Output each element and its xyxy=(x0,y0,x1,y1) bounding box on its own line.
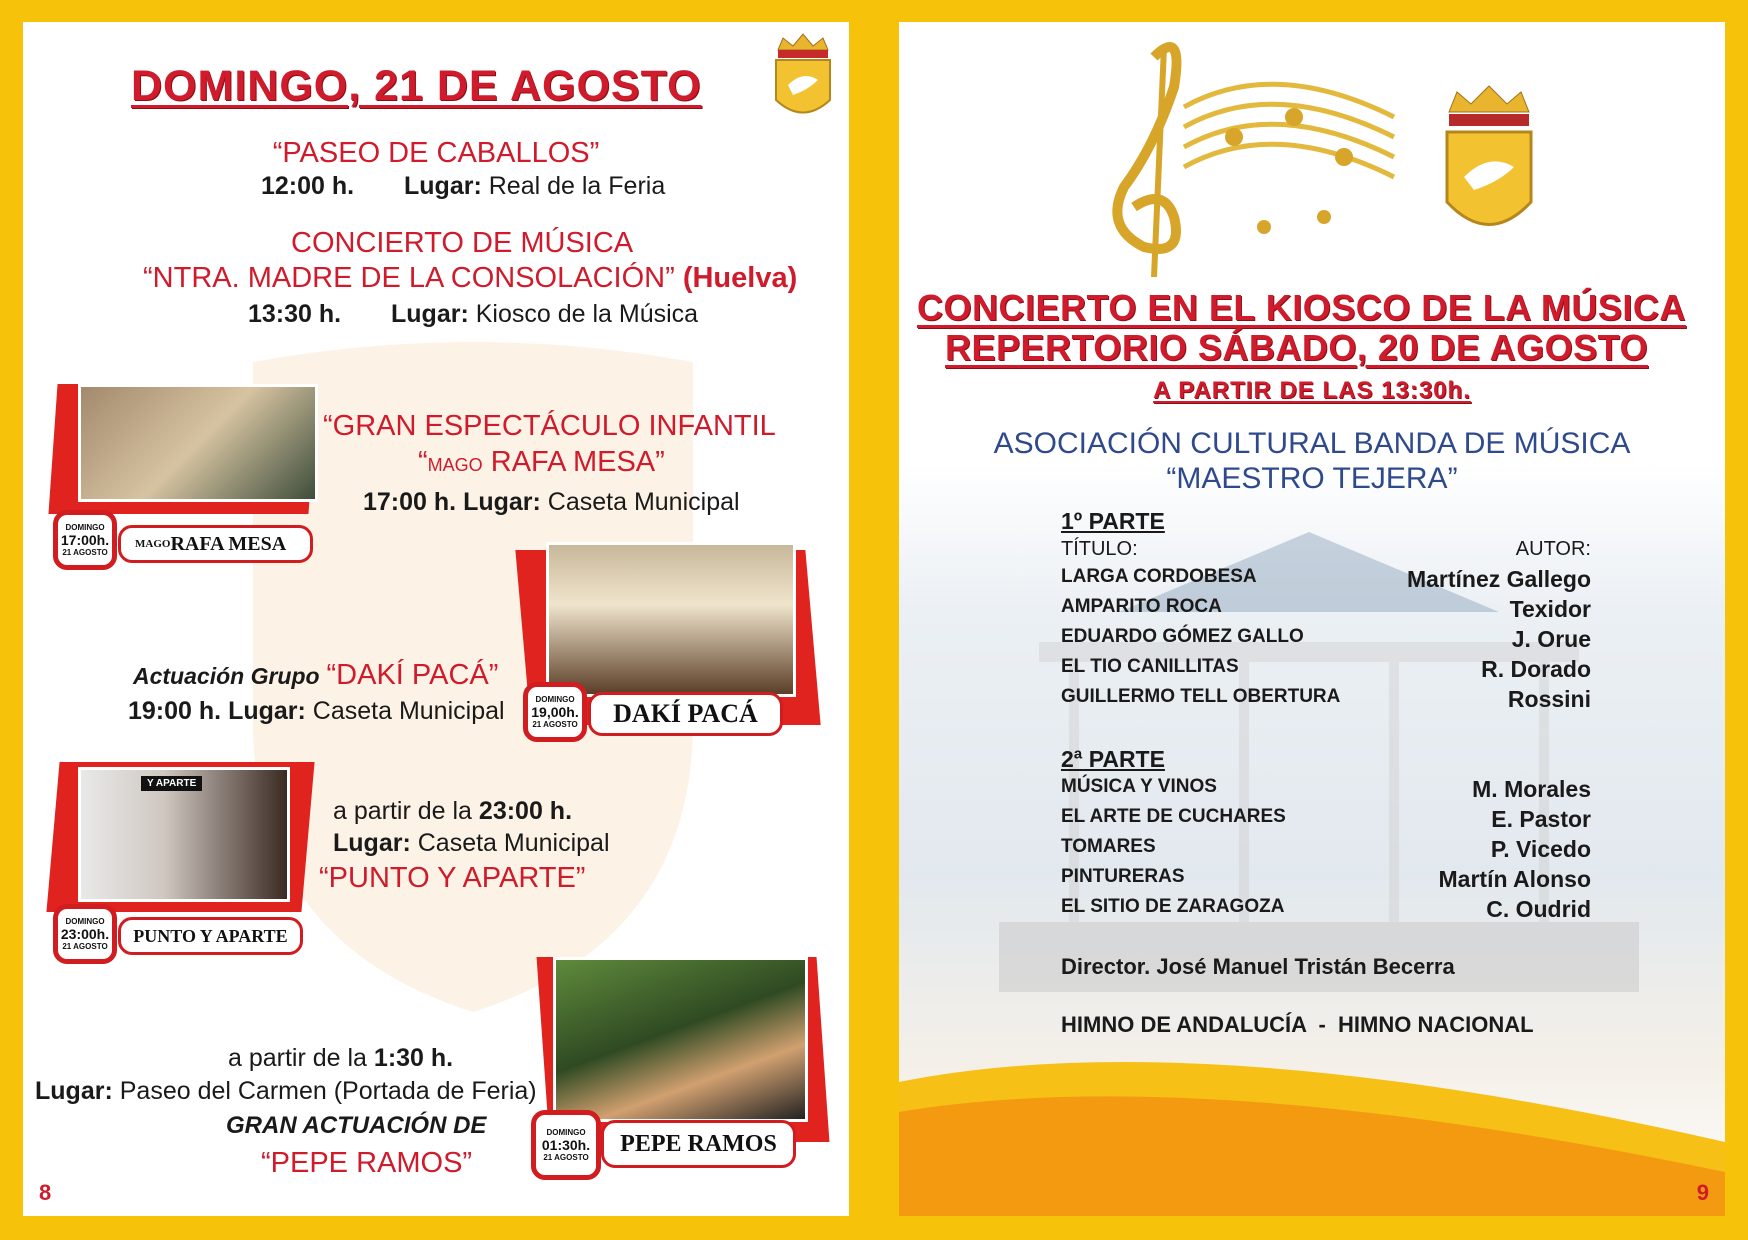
event-1-details xyxy=(261,172,665,201)
page-number: 9 xyxy=(1696,1180,1709,1205)
event-5-time-line xyxy=(333,797,572,826)
event-5-place-line xyxy=(333,829,610,858)
left-page xyxy=(23,22,849,1216)
event-4-time: 19:00 h. xyxy=(128,697,222,725)
event-2-title-suffix: (Huelva) xyxy=(682,262,798,294)
column-author-label: AUTOR: xyxy=(1515,538,1591,560)
page-title-line1: CONCIERTO EN EL KIOSCO DE LA MÚSICA xyxy=(917,287,1686,328)
start-time-subtitle: A PARTIR DE LAS 13:30h. xyxy=(1153,377,1471,404)
badge-1-time: 17:00h. xyxy=(60,532,110,548)
repertoire-row xyxy=(1061,626,1591,653)
piece-title: EL ARTE DE CUCHARES xyxy=(1061,806,1286,827)
event-6-place-label: Lugar: xyxy=(35,1077,113,1105)
event-5-time: 23:00 h. xyxy=(478,797,573,825)
event-4-name-tag: DAKÍ PACÁ xyxy=(588,692,783,736)
piece-title: PINTURERAS xyxy=(1061,866,1185,887)
music-notes-icon xyxy=(1094,27,1404,287)
repertoire-row xyxy=(1061,596,1591,623)
event-5-photo xyxy=(78,767,290,902)
event-4-photo xyxy=(546,542,796,697)
event-6-photo xyxy=(553,957,808,1122)
badge-1-name: RAFA MESA xyxy=(170,532,287,555)
repertoire-row xyxy=(1061,656,1591,683)
piece-title: LARGA CORDOBESA xyxy=(1061,566,1257,587)
piece-author: C. Oudrid xyxy=(1486,896,1591,922)
event-3-details xyxy=(363,488,740,517)
event-4-place-label: Lugar: xyxy=(228,697,306,725)
badge-4-date: 21 AGOSTO xyxy=(543,1153,589,1162)
column-title-label: TÍTULO: xyxy=(1061,538,1138,560)
badge-2-date: 21 AGOSTO xyxy=(532,720,578,729)
part-1-heading: 1º PARTE xyxy=(1061,508,1165,534)
piece-author: Texidor xyxy=(1509,596,1591,622)
event-1-place: Real de la Feria xyxy=(488,172,666,200)
event-3-time: 17:00 h. xyxy=(363,488,457,516)
event-6-name-tag: PEPE RAMOS xyxy=(601,1120,796,1168)
piece-title: TOMARES xyxy=(1061,836,1156,857)
event-1-time: 12:00 h. xyxy=(261,172,355,200)
badge-4-day: DOMINGO xyxy=(546,1128,586,1137)
event-6-time-line xyxy=(228,1044,453,1073)
event-3-date-badge xyxy=(53,510,117,570)
event-2-details xyxy=(248,300,698,329)
page-number: 8 xyxy=(39,1180,52,1205)
event-3-photo xyxy=(78,384,318,502)
badge-1-day: DOMINGO xyxy=(65,523,105,532)
event-4-title-name: “DAKÍ PACÁ” xyxy=(326,659,499,691)
event-5-place: Caseta Municipal xyxy=(417,829,610,857)
event-2-time: 13:30 h. xyxy=(248,300,342,328)
repertoire-row xyxy=(1061,836,1591,863)
event-6-time-prefix: a partir de la xyxy=(228,1044,367,1072)
badge-1-small: MAGO xyxy=(135,538,171,550)
event-2-title-line1: CONCIERTO DE MÚSICA xyxy=(291,227,634,259)
badge-3-date: 21 AGOSTO xyxy=(62,942,108,951)
piece-author: Martín Alonso xyxy=(1438,866,1591,892)
page-title-line2: REPERTORIO SÁBADO, 20 DE AGOSTO xyxy=(945,327,1648,368)
event-2-place-label: Lugar: xyxy=(391,300,469,328)
piece-author: E. Pastor xyxy=(1491,806,1591,832)
piece-title: EL SITIO DE ZARAGOZA xyxy=(1061,896,1285,917)
badge-1-date: 21 AGOSTO xyxy=(62,548,108,557)
piece-title: GUILLERMO TELL OBERTURA xyxy=(1061,686,1341,707)
piece-title: MÚSICA Y VINOS xyxy=(1061,776,1217,797)
event-2-title-line2 xyxy=(143,262,797,295)
event-1-title: “PASEO DE CABALLOS” xyxy=(272,137,600,169)
coat-of-arms-icon xyxy=(1439,82,1539,262)
event-6-title-line2: “PEPE RAMOS” xyxy=(261,1147,473,1179)
bottom-swoosh xyxy=(899,1022,1725,1216)
piece-author: R. Dorado xyxy=(1481,656,1591,682)
event-3-name-tag xyxy=(118,525,313,563)
event-2-title-name: “NTRA. MADRE DE LA CONSOLACIÓN” xyxy=(143,262,675,294)
event-4-prefix: Actuación Grupo xyxy=(133,663,320,689)
band-name-line2: “MAESTRO TEJERA” xyxy=(1166,462,1458,495)
event-3-place-label: Lugar: xyxy=(463,488,541,516)
event-5-name-tag: PUNTO Y APARTE xyxy=(118,917,303,955)
coat-of-arms-icon xyxy=(768,30,838,130)
event-4-details xyxy=(128,697,505,726)
piece-author: Martínez Gallego xyxy=(1406,566,1591,592)
repertoire-row xyxy=(1061,776,1591,803)
event-3-title-line1: “GRAN ESPECTÁCULO INFANTIL xyxy=(323,410,776,442)
badge-2-day: DOMINGO xyxy=(535,695,575,704)
piece-author: J. Orue xyxy=(1511,626,1591,652)
event-4-date-badge xyxy=(523,682,587,742)
badge-2-time: 19,00h. xyxy=(531,704,579,720)
director-line: Director. José Manuel Tristán Becerra xyxy=(1061,954,1455,979)
piece-author: Rossini xyxy=(1507,686,1591,712)
event-2-place: Kiosco de la Música xyxy=(475,300,699,328)
band-name-line1: ASOCIACIÓN CULTURAL BANDA DE MÚSICA xyxy=(993,427,1631,460)
badge-4-time: 01:30h. xyxy=(541,1137,591,1153)
repertoire-row xyxy=(1061,566,1591,593)
event-6-place: Paseo del Carmen (Portada de Feria) xyxy=(119,1077,537,1105)
anthems-line: HIMNO DE ANDALUCÍA - HIMNO NACIONAL xyxy=(1061,1012,1534,1037)
piece-title: AMPARITO ROCA xyxy=(1061,596,1222,617)
event-3-title-name: RAFA MESA” xyxy=(490,446,665,478)
event-5-date-badge xyxy=(53,904,117,964)
event-5-place-label: Lugar: xyxy=(333,829,411,857)
badge-3-day: DOMINGO xyxy=(65,917,105,926)
event-4-title xyxy=(133,659,498,692)
repertoire-row xyxy=(1061,866,1591,893)
event-1-place-label: Lugar: xyxy=(404,172,482,200)
event-3-place: Caseta Municipal xyxy=(547,488,740,516)
event-3-title-line2: “MAGO RAFA MESA” xyxy=(418,446,665,478)
event-6-time: 1:30 h. xyxy=(373,1044,454,1072)
event-5-title: “PUNTO Y APARTE” xyxy=(319,862,586,894)
piece-title: EL TIO CANILLITAS xyxy=(1061,656,1239,677)
piece-title: EDUARDO GÓMEZ GALLO xyxy=(1061,626,1304,647)
page-title: DOMINGO, 21 DE AGOSTO xyxy=(131,62,702,110)
event-5-photo-logo: Y APARTE xyxy=(141,776,202,791)
piece-author: P. Vicedo xyxy=(1490,836,1591,862)
event-6-date-badge xyxy=(531,1110,601,1180)
event-6-place-line xyxy=(35,1077,537,1106)
part-2-heading: 2ª PARTE xyxy=(1061,746,1165,772)
piece-author: M. Morales xyxy=(1472,776,1591,802)
repertoire-row xyxy=(1061,896,1591,923)
repertoire-header xyxy=(1061,538,1591,561)
event-4-place: Caseta Municipal xyxy=(312,697,505,725)
right-page xyxy=(899,22,1725,1216)
repertoire-row xyxy=(1061,686,1591,713)
event-3-title-small: MAGO xyxy=(427,455,483,475)
event-6-title-line1: GRAN ACTUACIÓN DE xyxy=(226,1112,487,1139)
badge-3-time: 23:00h. xyxy=(60,926,110,942)
repertoire-row xyxy=(1061,806,1591,833)
event-5-time-prefix: a partir de la xyxy=(333,797,472,825)
